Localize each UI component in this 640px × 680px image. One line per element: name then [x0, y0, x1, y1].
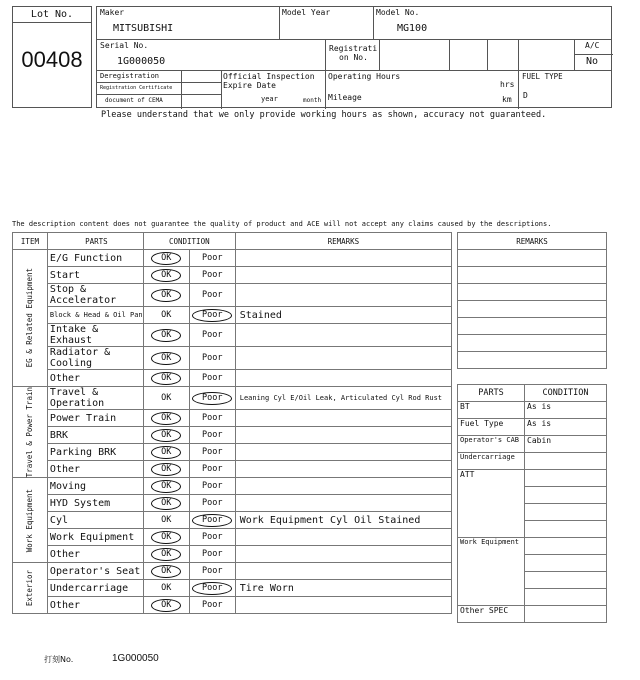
condition-poor-cell [189, 324, 235, 347]
remarks-cell [235, 529, 451, 546]
spec-part: Operator's CAB [458, 436, 525, 453]
spec-condition [525, 521, 607, 538]
side-remarks-row [458, 284, 607, 301]
table-row [13, 387, 452, 410]
condition-poor-cell [189, 427, 235, 444]
year-label: year [261, 95, 278, 103]
spec-row [458, 470, 607, 487]
condition-ok-cell [143, 529, 189, 546]
poor-option: Poor [202, 481, 223, 492]
item-group-label: Travel & Power Train [25, 387, 35, 478]
table-row [13, 529, 452, 546]
side-remarks-cell [458, 335, 607, 352]
remarks-cell [235, 478, 451, 495]
condition-table [12, 232, 452, 614]
table-row [13, 478, 452, 495]
serial-label: Serial No. [100, 41, 149, 50]
condition-poor-cell [189, 461, 235, 478]
side-remarks-cell [458, 250, 607, 267]
ok-option: OK [151, 531, 181, 544]
poor-option: Poor [202, 600, 223, 611]
ac-value: No [586, 56, 599, 67]
spec-condition [525, 572, 607, 589]
item-group-label: EG & Related Equipment [25, 268, 35, 368]
ok-option: OK [151, 412, 181, 425]
ok-option: OK [161, 583, 172, 594]
condition-ok-cell [143, 324, 189, 347]
side-remarks-table [457, 232, 607, 369]
km-unit: km [502, 95, 512, 104]
spec-part: BT [458, 402, 525, 419]
side-remarks-cell [458, 318, 607, 335]
poor-option: Poor [202, 549, 223, 560]
stamp-number-label: 打刻No. [44, 655, 74, 664]
remarks-cell [235, 347, 451, 370]
ok-option: OK [151, 429, 181, 442]
cema-document-label: document of CEMA [105, 97, 163, 104]
item-group-cell [13, 387, 48, 478]
condition-poor-cell [189, 307, 235, 324]
side-remarks-cell [458, 284, 607, 301]
spec-condition [525, 589, 607, 606]
condition-ok-cell [143, 597, 189, 614]
ok-option: OK [151, 497, 181, 510]
part-name: Travel & Operation [47, 387, 143, 410]
part-name: Radiator & Cooling [47, 347, 143, 370]
side-remarks-row [458, 335, 607, 352]
poor-option: Poor [192, 309, 232, 322]
poor-option: Poor [202, 532, 223, 543]
poor-option: Poor [202, 447, 223, 458]
remarks-cell [235, 427, 451, 444]
registration-label [329, 44, 377, 62]
condition-poor-cell [189, 495, 235, 512]
condition-poor-cell [189, 267, 235, 284]
poor-option: Poor [202, 430, 223, 441]
poor-option: Poor [202, 464, 223, 475]
part-name: Moving [47, 478, 143, 495]
side-remarks-row [458, 352, 607, 369]
condition-ok-cell [143, 461, 189, 478]
table-row [13, 563, 452, 580]
ok-option: OK [151, 329, 181, 342]
condition-poor-cell [189, 546, 235, 563]
side-remarks-row [458, 301, 607, 318]
part-name: Operator's Seat [47, 563, 143, 580]
condition-ok-cell [143, 478, 189, 495]
part-name: Other [47, 597, 143, 614]
spec-row [458, 436, 607, 453]
remarks-cell: Stained [235, 307, 451, 324]
remarks-cell [235, 370, 451, 387]
table-row [13, 461, 452, 478]
ok-option: OK [151, 446, 181, 459]
condition-poor-cell [189, 347, 235, 370]
model-no-label: Model No. [376, 8, 420, 17]
ac-label: A/C [585, 41, 600, 50]
condition-ok-cell [143, 427, 189, 444]
remarks-cell [235, 461, 451, 478]
poor-option: Poor [202, 373, 223, 383]
ok-option: OK [151, 565, 181, 578]
spec-header-parts: PARTS [458, 385, 525, 402]
poor-option: Poor [202, 413, 223, 424]
header-remarks: REMARKS [235, 233, 451, 250]
spec-condition [525, 470, 607, 487]
condition-poor-cell [189, 444, 235, 461]
stamp-number-value: 1G000050 [112, 653, 159, 664]
condition-poor-cell [189, 387, 235, 410]
side-remarks-cell [458, 267, 607, 284]
registration-certificate-label: Registration Certificate [100, 85, 173, 91]
part-name: Work Equipment [47, 529, 143, 546]
ok-option: OK [151, 548, 181, 561]
table-row [13, 347, 452, 370]
condition-ok-cell [143, 387, 189, 410]
header-parts: PARTS [47, 233, 143, 250]
spec-condition: As is [525, 402, 607, 419]
item-group-cell [13, 563, 48, 614]
ok-option: OK [151, 599, 181, 612]
table-row [13, 427, 452, 444]
header-item: ITEM [13, 233, 48, 250]
part-name: E/G Function [47, 250, 143, 267]
poor-option: Poor [202, 566, 223, 577]
condition-poor-cell [189, 370, 235, 387]
condition-ok-cell [143, 444, 189, 461]
ok-option: OK [151, 352, 181, 365]
spec-row [458, 402, 607, 419]
condition-ok-cell [143, 546, 189, 563]
condition-ok-cell [143, 410, 189, 427]
model-year-label: Model Year [282, 8, 331, 17]
side-remarks-cell [458, 301, 607, 318]
condition-ok-cell [143, 307, 189, 324]
poor-option: Poor [202, 290, 223, 300]
spec-row [458, 419, 607, 436]
remarks-cell [235, 324, 451, 347]
table-row [13, 284, 452, 307]
deregistration-label: Deregistration [100, 72, 160, 80]
poor-option: Poor [192, 514, 232, 527]
condition-poor-cell [189, 597, 235, 614]
lot-number-label: Lot No. [13, 7, 91, 23]
working-hours-notice: Please understand that we only provide working hours as shown, accuracy not guaranteed. [101, 110, 547, 120]
condition-poor-cell [189, 250, 235, 267]
operating-hours-label: Operating Hours [328, 72, 401, 81]
condition-poor-cell [189, 478, 235, 495]
serial-value: 1G000050 [117, 56, 166, 67]
part-name: Other [47, 370, 143, 387]
vehicle-info-header [96, 6, 612, 108]
month-label: month [303, 97, 322, 104]
remarks-cell: Tire Worn [235, 580, 451, 597]
part-name: Parking BRK [47, 444, 143, 461]
poor-option: Poor [202, 353, 223, 363]
spec-condition [525, 504, 607, 521]
spec-condition [525, 555, 607, 572]
condition-poor-cell [189, 284, 235, 307]
spec-part: ATT [458, 470, 525, 538]
maker-value: MITSUBISHI [113, 23, 174, 34]
remarks-cell [235, 410, 451, 427]
mileage-label: Mileage [328, 93, 362, 102]
ok-option: OK [161, 515, 172, 526]
remarks-cell [235, 546, 451, 563]
ok-option: OK [151, 463, 181, 476]
maker-label: Maker [100, 8, 125, 17]
spec-table [457, 384, 607, 623]
spec-condition: Cabin [525, 436, 607, 453]
registration-label-line2: on No. [339, 53, 368, 62]
table-row [13, 410, 452, 427]
remarks-cell [235, 250, 451, 267]
condition-ok-cell [143, 284, 189, 307]
spec-condition [525, 487, 607, 504]
table-row [13, 370, 452, 387]
item-group-label: Work Equipment [25, 488, 35, 552]
condition-ok-cell [143, 267, 189, 284]
condition-ok-cell [143, 495, 189, 512]
fuel-type-label: FUEL TYPE [522, 72, 563, 81]
side-remarks-header: REMARKS [458, 233, 607, 250]
disclaimer-text: The description content does not guarantee the quality of product and ACE will not accept any claims caused by the descriptions. [12, 220, 552, 228]
table-row [13, 512, 452, 529]
spec-part: Other SPEC [458, 606, 525, 623]
registration-label-line1: Registrati [329, 44, 378, 53]
spec-row [458, 453, 607, 470]
remarks-cell [235, 597, 451, 614]
table-row [13, 597, 452, 614]
poor-option: Poor [192, 392, 232, 405]
side-remarks-cell [458, 352, 607, 369]
side-remarks-row [458, 318, 607, 335]
part-name: Block & Head & Oil Pan [47, 307, 143, 324]
remarks-cell [235, 284, 451, 307]
spec-row [458, 606, 607, 623]
remarks-cell [235, 563, 451, 580]
poor-option: Poor [202, 498, 223, 509]
table-row [13, 495, 452, 512]
inspection-label-line1: Official Inspection [223, 72, 315, 81]
part-name: BRK [47, 427, 143, 444]
model-no-value: MG100 [397, 23, 428, 34]
part-name: Power Train [47, 410, 143, 427]
spec-part: Work Equipment [458, 538, 525, 606]
remarks-cell: Leaning Cyl E/Oil Leak, Articulated Cyl Rod Rust [235, 387, 451, 410]
spec-condition: As is [525, 419, 607, 436]
poor-option: Poor [202, 270, 223, 280]
poor-option: Poor [202, 253, 223, 263]
part-name: Stop & Accelerator [47, 284, 143, 307]
part-name: HYD System [47, 495, 143, 512]
spec-part: Fuel Type [458, 419, 525, 436]
condition-poor-cell [189, 529, 235, 546]
table-row [13, 250, 452, 267]
condition-ok-cell [143, 580, 189, 597]
ok-option: OK [151, 480, 181, 493]
condition-ok-cell [143, 250, 189, 267]
ok-option: OK [161, 393, 172, 404]
part-name: Start [47, 267, 143, 284]
lot-number-box [12, 6, 92, 108]
ok-option: OK [151, 269, 181, 282]
ok-option: OK [161, 310, 172, 320]
side-remarks-row [458, 250, 607, 267]
poor-option: Poor [202, 330, 223, 340]
spec-condition [525, 453, 607, 470]
ok-option: OK [151, 372, 181, 385]
spec-condition [525, 538, 607, 555]
condition-poor-cell [189, 512, 235, 529]
side-remarks-row [458, 267, 607, 284]
spec-header-condition: CONDITION [525, 385, 607, 402]
part-name: Cyl [47, 512, 143, 529]
inspection-label [223, 72, 315, 90]
remarks-cell [235, 267, 451, 284]
remarks-cell [235, 495, 451, 512]
remarks-cell: Work Equipment Cyl Oil Stained [235, 512, 451, 529]
item-group-cell [13, 250, 48, 387]
condition-ok-cell [143, 370, 189, 387]
condition-poor-cell [189, 580, 235, 597]
spec-condition [525, 606, 607, 623]
part-name: Undercarriage [47, 580, 143, 597]
condition-ok-cell [143, 563, 189, 580]
table-row [13, 307, 452, 324]
condition-ok-cell [143, 512, 189, 529]
part-name: Other [47, 461, 143, 478]
table-row [13, 267, 452, 284]
remarks-cell [235, 444, 451, 461]
header-condition: CONDITION [143, 233, 235, 250]
hrs-unit: hrs [500, 80, 515, 89]
inspection-label-line2: Expire Date [223, 81, 276, 90]
table-row [13, 324, 452, 347]
spec-part: Undercarriage [458, 453, 525, 470]
ok-option: OK [151, 252, 181, 265]
ok-option: OK [151, 289, 181, 302]
condition-poor-cell [189, 563, 235, 580]
fuel-type-value: D [523, 91, 528, 100]
table-row [13, 580, 452, 597]
part-name: Other [47, 546, 143, 563]
item-group-cell [13, 478, 48, 563]
table-row [13, 444, 452, 461]
item-group-label: Exterior [25, 570, 35, 607]
lot-number-value: 00408 [21, 47, 83, 72]
condition-poor-cell [189, 410, 235, 427]
part-name: Intake & Exhaust [47, 324, 143, 347]
spec-row [458, 538, 607, 555]
poor-option: Poor [192, 582, 232, 595]
table-row [13, 546, 452, 563]
condition-ok-cell [143, 347, 189, 370]
